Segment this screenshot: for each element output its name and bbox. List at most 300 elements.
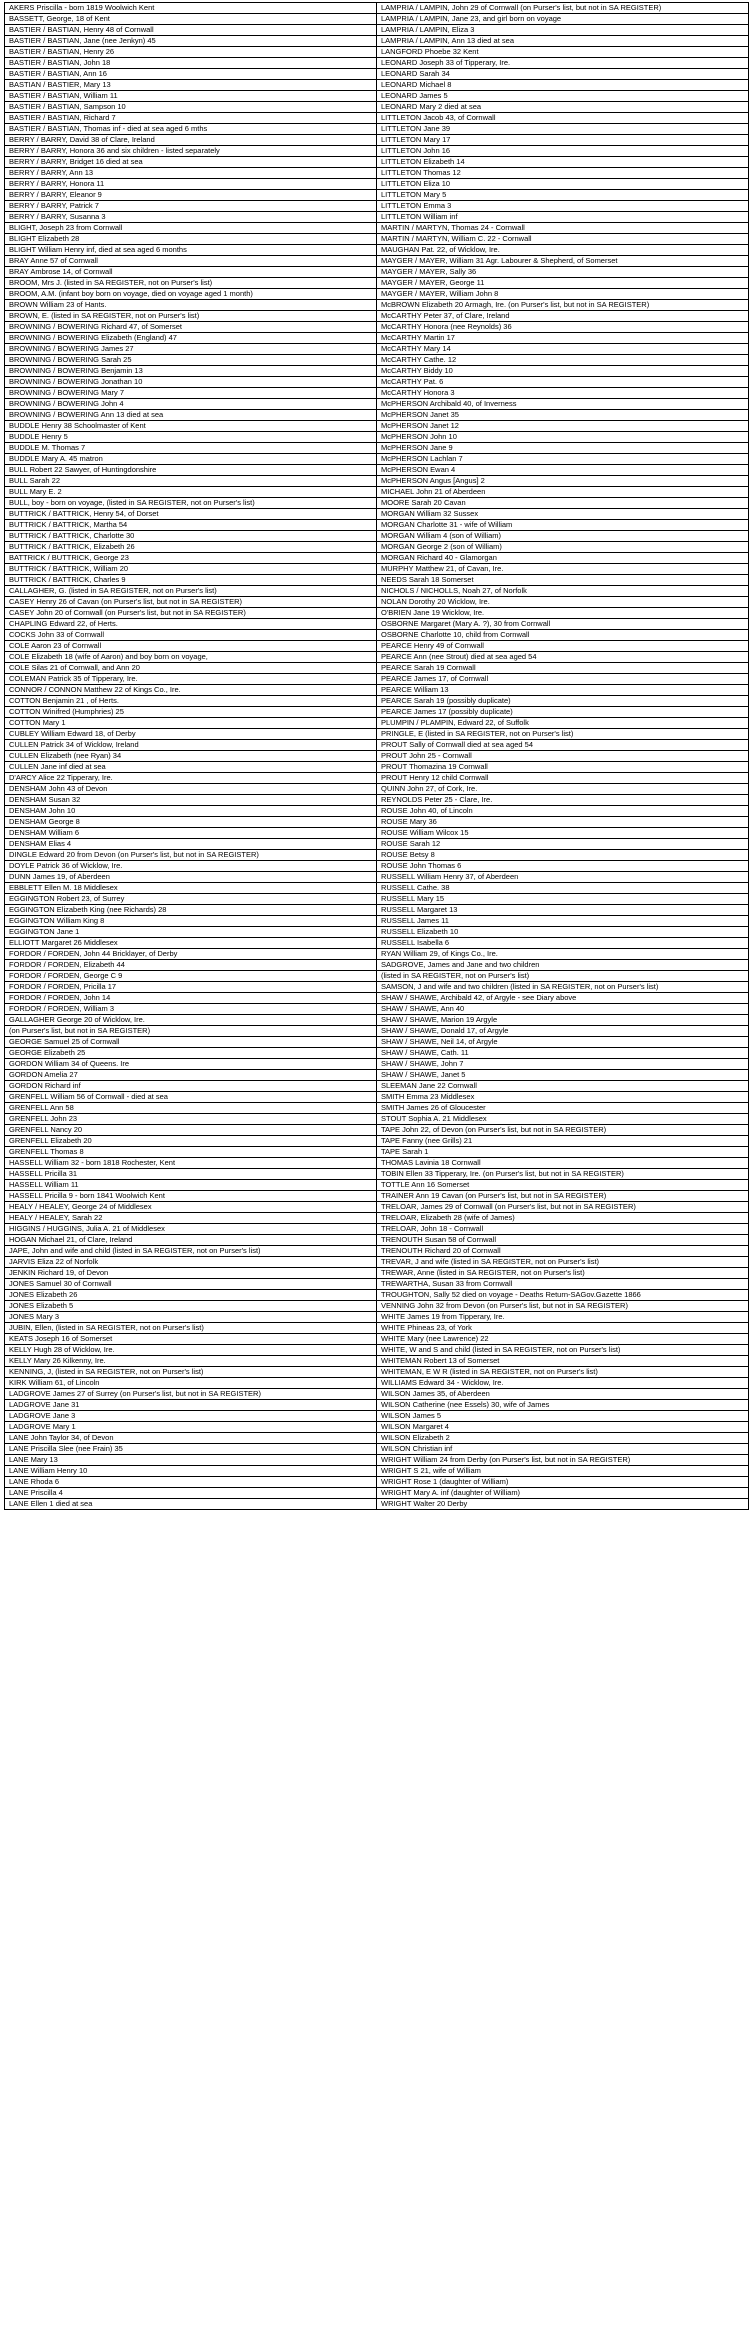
passenger-cell-left: BERRY / BARRY, Honora 36 and six children - listed separately <box>5 146 377 157</box>
table-row <box>5 355 749 366</box>
passenger-cell-left: BASTIER / BASTIAN, Henry 26 <box>5 47 377 58</box>
table-row <box>5 1114 749 1125</box>
passenger-cell-right: MORGAN George 2 (son of William) <box>377 542 749 553</box>
passenger-cell-right: LAMPRIA / LAMPIN, Jane 23, and girl born on voyage <box>377 14 749 25</box>
table-row <box>5 344 749 355</box>
table-row <box>5 1301 749 1312</box>
passenger-cell-right: PEARCE William 13 <box>377 685 749 696</box>
table-row <box>5 47 749 58</box>
passenger-cell-right: REYNOLDS Peter 25 - Clare, Ire. <box>377 795 749 806</box>
passenger-cell-right: THOMAS Lavinia 18 Cornwall <box>377 1158 749 1169</box>
passenger-cell-left: CALLAGHER, G. (listed in SA REGISTER, not on Purser's list) <box>5 586 377 597</box>
table-row <box>5 1081 749 1092</box>
passenger-cell-left: LADGROVE Jane 31 <box>5 1400 377 1411</box>
table-row <box>5 1048 749 1059</box>
passenger-cell-left: BASTIER / BASTIAN, Thomas inf - died at sea aged 6 mths <box>5 124 377 135</box>
table-row <box>5 1136 749 1147</box>
passenger-cell-right: TAPE Sarah 1 <box>377 1147 749 1158</box>
passenger-cell-right: MARTIN / MARTYN, William C. 22 - Cornwall <box>377 234 749 245</box>
passenger-cell-right: McCARTHY Martin 17 <box>377 333 749 344</box>
passenger-cell-left: COLEMAN Patrick 35 of Tipperary, Ire. <box>5 674 377 685</box>
passenger-cell-right: MURPHY Matthew 21, of Cavan, Ire. <box>377 564 749 575</box>
passenger-cell-right: LITTLETON Jacob 43, of Cornwall <box>377 113 749 124</box>
passenger-cell-left: HASSELL Pricilla 9 - born 1841 Woolwich Kent <box>5 1191 377 1202</box>
table-row <box>5 1389 749 1400</box>
passenger-cell-right: WRIGHT Rose 1 (daughter of William) <box>377 1477 749 1488</box>
passenger-cell-left: BLIGHT Elizabeth 28 <box>5 234 377 245</box>
passenger-cell-left: CASEY John 20 of Cornwall (on Purser's list, but not in SA REGISTER) <box>5 608 377 619</box>
table-row <box>5 80 749 91</box>
passenger-cell-left: BASTIER / BASTIAN, John 18 <box>5 58 377 69</box>
table-row <box>5 1059 749 1070</box>
passenger-cell-left: KIRK William 61, of Lincoln <box>5 1378 377 1389</box>
passenger-cell-right: McCARTHY Cathe. 12 <box>377 355 749 366</box>
passenger-cell-left: BLIGHT William Henry inf, died at sea aged 6 months <box>5 245 377 256</box>
passenger-cell-right: SHAW / SHAWE, Neil 14, of Argyle <box>377 1037 749 1048</box>
passenger-cell-right: McCARTHY Mary 14 <box>377 344 749 355</box>
passenger-cell-left: BROWNING / BOWERING James 27 <box>5 344 377 355</box>
passenger-cell-right: LITTLETON Elizabeth 14 <box>377 157 749 168</box>
passenger-cell-right: MAYGER / MAYER, George 11 <box>377 278 749 289</box>
passenger-cell-left: BULL Robert 22 Sawyer, of Huntingdonshire <box>5 465 377 476</box>
passenger-cell-right: ROUSE Sarah 12 <box>377 839 749 850</box>
table-row <box>5 619 749 630</box>
passenger-cell-left: EGGINGTON Elizabeth King (nee Richards) 28 <box>5 905 377 916</box>
table-row <box>5 586 749 597</box>
table-row <box>5 3 749 14</box>
passenger-cell-left: AKERS Priscilla - born 1819 Woolwich Kent <box>5 3 377 14</box>
passenger-cell-right: LEONARD Mary 2 died at sea <box>377 102 749 113</box>
passenger-cell-left: LANE Rhoda 6 <box>5 1477 377 1488</box>
passenger-cell-left: BRAY Ambrose 14, of Cornwall <box>5 267 377 278</box>
passenger-cell-right: WHITE Mary (nee Lawrence) 22 <box>377 1334 749 1345</box>
passenger-cell-right: O'BRIEN Jane 19 Wicklow, Ire. <box>377 608 749 619</box>
passenger-cell-left: CULLEN Patrick 34 of Wicklow, Ireland <box>5 740 377 751</box>
table-row <box>5 1158 749 1169</box>
passenger-cell-right: TRELOAR, John 18 - Cornwall <box>377 1224 749 1235</box>
passenger-cell-right: RUSSELL Mary 15 <box>377 894 749 905</box>
table-row <box>5 1323 749 1334</box>
passenger-cell-right: SHAW / SHAWE, John 7 <box>377 1059 749 1070</box>
passenger-cell-right: WILLIAMS Edward 34 - Wicklow, Ire. <box>377 1378 749 1389</box>
passenger-cell-left: BATTRICK / BUTTRICK, George 23 <box>5 553 377 564</box>
passenger-cell-right: MICHAEL John 21 of Aberdeen <box>377 487 749 498</box>
passenger-cell-left: CONNOR / CONNON Matthew 22 of Kings Co., Ire. <box>5 685 377 696</box>
passenger-cell-right: TOBIN Ellen 33 Tipperary, Ire. (on Purser's list, but not in SA REGISTER) <box>377 1169 749 1180</box>
passenger-cell-left: COLE Aaron 23 of Cornwall <box>5 641 377 652</box>
passenger-cell-right: McCARTHY Honora 3 <box>377 388 749 399</box>
passenger-cell-left: BUDDLE Henry 38 Schoolmaster of Kent <box>5 421 377 432</box>
passenger-cell-right: McCARTHY Biddy 10 <box>377 366 749 377</box>
table-row <box>5 476 749 487</box>
table-row <box>5 1092 749 1103</box>
passenger-cell-right: QUINN John 27, of Cork, Ire. <box>377 784 749 795</box>
table-row <box>5 1422 749 1433</box>
passenger-cell-left: JONES Samuel 30 of Cornwall <box>5 1279 377 1290</box>
passenger-cell-right: LEONARD James 5 <box>377 91 749 102</box>
passenger-cell-left: LANE Priscilla 4 <box>5 1488 377 1499</box>
passenger-cell-right: McCARTHY Peter 37, of Clare, Ireland <box>377 311 749 322</box>
passenger-cell-right: WILSON Catherine (nee Essels) 30, wife of James <box>377 1400 749 1411</box>
table-row <box>5 333 749 344</box>
passenger-cell-left: BROWNING / BOWERING Sarah 25 <box>5 355 377 366</box>
passenger-cell-right: TRELOAR, James 29 of Cornwall (on Purser's list, but not in SA REGISTER) <box>377 1202 749 1213</box>
passenger-cell-left: BRAY Anne 57 of Cornwall <box>5 256 377 267</box>
passenger-cell-left: HASSELL William 11 <box>5 1180 377 1191</box>
table-row <box>5 806 749 817</box>
table-row <box>5 696 749 707</box>
table-row <box>5 1103 749 1114</box>
passenger-cell-right: RUSSELL Isabella 6 <box>377 938 749 949</box>
table-row <box>5 663 749 674</box>
passenger-cell-right: McPHERSON Janet 35 <box>377 410 749 421</box>
passenger-cell-left: HIGGINS / HUGGINS, Julia A. 21 of Middlesex <box>5 1224 377 1235</box>
passenger-cell-left: BERRY / BARRY, Ann 13 <box>5 168 377 179</box>
table-row <box>5 828 749 839</box>
passenger-cell-left: CULLEN Jane inf died at sea <box>5 762 377 773</box>
table-row <box>5 861 749 872</box>
table-row <box>5 652 749 663</box>
passenger-cell-left: GRENFELL Ann 58 <box>5 1103 377 1114</box>
table-row <box>5 190 749 201</box>
passenger-cell-left: JONES Elizabeth 26 <box>5 1290 377 1301</box>
passenger-cell-right: McPHERSON Archibald 40, of Inverness <box>377 399 749 410</box>
passenger-cell-left: (on Purser's list, but not in SA REGISTER) <box>5 1026 377 1037</box>
table-row <box>5 1455 749 1466</box>
passenger-cell-right: McPHERSON John 10 <box>377 432 749 443</box>
passenger-cell-right: LITTLETON William inf <box>377 212 749 223</box>
passenger-cell-right: WHITEMAN Robert 13 of Somerset <box>377 1356 749 1367</box>
table-row <box>5 553 749 564</box>
passenger-cell-left: LANE Priscilla Slee (nee Frain) 35 <box>5 1444 377 1455</box>
table-row <box>5 685 749 696</box>
passenger-cell-right: MARTIN / MARTYN, Thomas 24 - Cornwall <box>377 223 749 234</box>
passenger-cell-right: McPHERSON Lachlan 7 <box>377 454 749 465</box>
passenger-cell-left: HASSELL William 32 - born 1818 Rochester, Kent <box>5 1158 377 1169</box>
passenger-cell-left: BERRY / BARRY, David 38 of Clare, Ireland <box>5 135 377 146</box>
passenger-cell-left: DENSHAM John 10 <box>5 806 377 817</box>
table-row <box>5 1015 749 1026</box>
passenger-cell-right: MAYGER / MAYER, Sally 36 <box>377 267 749 278</box>
passenger-cell-right: PLUMPIN / PLAMPIN, Edward 22, of Suffolk <box>377 718 749 729</box>
passenger-cell-right: SLEEMAN Jane 22 Cornwall <box>377 1081 749 1092</box>
table-row <box>5 91 749 102</box>
passenger-cell-right: MORGAN Charlotte 31 - wife of William <box>377 520 749 531</box>
table-row <box>5 993 749 1004</box>
passenger-cell-left: HEALY / HEALEY, George 24 of Middlesex <box>5 1202 377 1213</box>
table-row <box>5 1213 749 1224</box>
passenger-cell-right: LITTLETON Jane 39 <box>377 124 749 135</box>
table-row <box>5 377 749 388</box>
table-row <box>5 564 749 575</box>
passenger-cell-right: TRENOUTH Richard 20 of Cornwall <box>377 1246 749 1257</box>
passenger-cell-left: BROWNING / BOWERING John 4 <box>5 399 377 410</box>
table-row <box>5 1125 749 1136</box>
passenger-cell-left: CASEY Henry 26 of Cavan (on Purser's list, but not in SA REGISTER) <box>5 597 377 608</box>
passenger-cell-right: WILSON Margaret 4 <box>377 1422 749 1433</box>
passenger-cell-right: PEARCE James 17, of Cornwall <box>377 674 749 685</box>
passenger-cell-left: BULL Mary E. 2 <box>5 487 377 498</box>
table-row <box>5 14 749 25</box>
passenger-cell-right: RUSSELL William Henry 37, of Aberdeen <box>377 872 749 883</box>
passenger-cell-left: BROWNING / BOWERING Richard 47, of Somerset <box>5 322 377 333</box>
passenger-list-table <box>4 2 749 1510</box>
passenger-cell-right: LITTLETON John 16 <box>377 146 749 157</box>
passenger-cell-left: HASSELL Pricilla 31 <box>5 1169 377 1180</box>
passenger-cell-left: BROWNING / BOWERING Mary 7 <box>5 388 377 399</box>
passenger-cell-right: SHAW / SHAWE, Donald 17, of Argyle <box>377 1026 749 1037</box>
passenger-cell-left: FORDOR / FORDEN, William 3 <box>5 1004 377 1015</box>
passenger-cell-left: FORDOR / FORDEN, George C 9 <box>5 971 377 982</box>
table-row <box>5 1026 749 1037</box>
table-row <box>5 399 749 410</box>
table-row <box>5 872 749 883</box>
table-row <box>5 267 749 278</box>
passenger-cell-right: PROUT John 25 - Cornwall <box>377 751 749 762</box>
table-row <box>5 971 749 982</box>
passenger-cell-left: BULL, boy - born on voyage, (listed in SA REGISTER, not on Purser's list) <box>5 498 377 509</box>
table-row <box>5 421 749 432</box>
table-row <box>5 1466 749 1477</box>
passenger-cell-right: TREVAR, J and wife (listed in SA REGISTER, not on Purser's list) <box>377 1257 749 1268</box>
passenger-cell-left: BROWNING / BOWERING Jonathan 10 <box>5 377 377 388</box>
passenger-cell-left: JAPE, John and wife and child (listed in SA REGISTER, not on Purser's list) <box>5 1246 377 1257</box>
passenger-cell-left: FORDOR / FORDEN, Elizabeth 44 <box>5 960 377 971</box>
passenger-cell-left: CULLEN Elizabeth (nee Ryan) 34 <box>5 751 377 762</box>
table-row <box>5 1224 749 1235</box>
table-row <box>5 25 749 36</box>
passenger-cell-right: OSBORNE Charlotte 10, child from Cornwall <box>377 630 749 641</box>
table-row <box>5 102 749 113</box>
passenger-cell-right: PROUT Sally of Cornwall died at sea aged 54 <box>377 740 749 751</box>
passenger-cell-left: GEORGE Samuel 25 of Cornwall <box>5 1037 377 1048</box>
passenger-cell-right: (listed in SA REGISTER, not on Purser's list) <box>377 971 749 982</box>
passenger-cell-right: TRELOAR, Elizabeth 28 (wife of James) <box>377 1213 749 1224</box>
passenger-cell-right: McPHERSON Ewan 4 <box>377 465 749 476</box>
passenger-cell-left: GRENFELL Elizabeth 20 <box>5 1136 377 1147</box>
table-row <box>5 1147 749 1158</box>
table-row <box>5 278 749 289</box>
passenger-cell-left: KELLY Mary 26 Kilkenny, Ire. <box>5 1356 377 1367</box>
table-row <box>5 1312 749 1323</box>
table-row <box>5 135 749 146</box>
passenger-cell-left: COCKS John 33 of Cornwall <box>5 630 377 641</box>
table-row <box>5 509 749 520</box>
passenger-cell-left: BERRY / BARRY, Bridget 16 died at sea <box>5 157 377 168</box>
passenger-cell-left: FORDOR / FORDEN, John 14 <box>5 993 377 1004</box>
passenger-cell-right: WHITEMAN, E W R (listed in SA REGISTER, not on Purser's list) <box>377 1367 749 1378</box>
table-row <box>5 1367 749 1378</box>
passenger-cell-right: SAMSON, J and wife and two children (listed in SA REGISTER, not on Purser's list) <box>377 982 749 993</box>
table-row <box>5 69 749 80</box>
passenger-cell-left: BUDDLE Mary A. 45 matron <box>5 454 377 465</box>
passenger-cell-left: BERRY / BARRY, Eleanor 9 <box>5 190 377 201</box>
passenger-cell-left: JENKIN Richard 19, of Devon <box>5 1268 377 1279</box>
passenger-cell-left: COTTON Benjamin 21 , of Herts. <box>5 696 377 707</box>
passenger-cell-right: PRINGLE, E (listed in SA REGISTER, not on Purser's list) <box>377 729 749 740</box>
passenger-cell-left: EGGINGTON William King 8 <box>5 916 377 927</box>
table-row <box>5 157 749 168</box>
table-row <box>5 1004 749 1015</box>
passenger-cell-right: McPHERSON Angus [Angus] 2 <box>377 476 749 487</box>
passenger-cell-right: PEARCE Henry 49 of Cornwall <box>377 641 749 652</box>
passenger-cell-left: DENSHAM Susan 32 <box>5 795 377 806</box>
passenger-cell-left: CUBLEY William Edward 18, of Derby <box>5 729 377 740</box>
passenger-cell-right: RUSSELL Margaret 13 <box>377 905 749 916</box>
passenger-cell-right: SMITH Emma 23 Middlesex <box>377 1092 749 1103</box>
table-row <box>5 212 749 223</box>
table-row <box>5 1257 749 1268</box>
table-row <box>5 542 749 553</box>
passenger-cell-left: BASTIAN / BASTIER, Mary 13 <box>5 80 377 91</box>
passenger-cell-right: LAMPRIA / LAMPIN, Eliza 3 <box>377 25 749 36</box>
table-row <box>5 641 749 652</box>
passenger-cell-right: LAMPRIA / LAMPIN, Ann 13 died at sea <box>377 36 749 47</box>
table-row <box>5 751 749 762</box>
table-row <box>5 1070 749 1081</box>
passenger-cell-right: PROUT Henry 12 child Cornwall <box>377 773 749 784</box>
table-row <box>5 1037 749 1048</box>
table-row <box>5 795 749 806</box>
table-row <box>5 289 749 300</box>
passenger-cell-right: McPHERSON Janet 12 <box>377 421 749 432</box>
passenger-cell-left: GRENFELL Thomas 8 <box>5 1147 377 1158</box>
table-row <box>5 58 749 69</box>
passenger-cell-left: BUTTRICK / BATTRICK, Henry 54, of Dorset <box>5 509 377 520</box>
table-row <box>5 1290 749 1301</box>
passenger-cell-left: BUTTRICK / BATTRICK, William 20 <box>5 564 377 575</box>
table-row <box>5 1444 749 1455</box>
passenger-cell-left: GORDON William 34 of Queens. Ire <box>5 1059 377 1070</box>
passenger-cell-right: ROUSE William Wilcox 15 <box>377 828 749 839</box>
table-row <box>5 905 749 916</box>
table-row <box>5 575 749 586</box>
passenger-cell-right: LITTLETON Mary 5 <box>377 190 749 201</box>
passenger-cell-left: BUTTRICK / BATTRICK, Charles 9 <box>5 575 377 586</box>
table-row <box>5 1169 749 1180</box>
table-row <box>5 630 749 641</box>
table-row <box>5 949 749 960</box>
table-row <box>5 520 749 531</box>
table-row <box>5 1356 749 1367</box>
table-row <box>5 322 749 333</box>
passenger-cell-left: BASTIER / BASTIAN, Henry 48 of Cornwall <box>5 25 377 36</box>
passenger-cell-right: ROUSE Mary 36 <box>377 817 749 828</box>
passenger-cell-left: KENNING, J, (listed in SA REGISTER, not on Purser's list) <box>5 1367 377 1378</box>
passenger-cell-left: BERRY / BARRY, Susanna 3 <box>5 212 377 223</box>
passenger-cell-right: MORGAN William 32 Sussex <box>377 509 749 520</box>
passenger-cell-left: HOGAN Michael 21, of Clare, Ireland <box>5 1235 377 1246</box>
table-row <box>5 234 749 245</box>
passenger-cell-left: LANE William Henry 10 <box>5 1466 377 1477</box>
passenger-cell-left: EGGINGTON Jane 1 <box>5 927 377 938</box>
passenger-cell-left: FORDOR / FORDEN, John 44 Bricklayer, of Derby <box>5 949 377 960</box>
passenger-cell-left: BROWN, E. (listed in SA REGISTER, not on Purser's list) <box>5 311 377 322</box>
table-row <box>5 894 749 905</box>
table-row <box>5 1378 749 1389</box>
passenger-cell-left: COLE Silas 21 of Cornwall, and Ann 20 <box>5 663 377 674</box>
passenger-cell-left: BULL Sarah 22 <box>5 476 377 487</box>
passenger-cell-right: PEARCE Sarah 19 Cornwall <box>377 663 749 674</box>
passenger-cell-right: TAPE John 22, of Devon (on Purser's list, but not in SA REGISTER) <box>377 1125 749 1136</box>
passenger-cell-right: TREWAR, Anne (listed in SA REGISTER, not on Purser's list) <box>377 1268 749 1279</box>
passenger-cell-left: D'ARCY Alice 22 Tipperary, Ire. <box>5 773 377 784</box>
passenger-cell-left: BERRY / BARRY, Patrick 7 <box>5 201 377 212</box>
passenger-cell-left: GRENFELL William 56 of Cornwall - died at sea <box>5 1092 377 1103</box>
table-row <box>5 113 749 124</box>
table-row <box>5 311 749 322</box>
passenger-cell-left: JUBIN, Ellen, (listed in SA REGISTER, not on Purser's list) <box>5 1323 377 1334</box>
passenger-cell-left: KEATS Joseph 16 of Somerset <box>5 1334 377 1345</box>
passenger-cell-right: RUSSELL Elizabeth 10 <box>377 927 749 938</box>
passenger-cell-left: JARVIS Eliza 22 of Norfolk <box>5 1257 377 1268</box>
passenger-cell-right: PEARCE James 17 (possibly duplicate) <box>377 707 749 718</box>
passenger-cell-right: McBROWN Elizabeth 20 Armagh, Ire. (on Purser's list, but not in SA REGISTER) <box>377 300 749 311</box>
passenger-cell-left: DENSHAM George 8 <box>5 817 377 828</box>
passenger-cell-left: HEALY / HEALEY, Sarah 22 <box>5 1213 377 1224</box>
passenger-cell-left: FORDOR / FORDEN, Pricilla 17 <box>5 982 377 993</box>
passenger-cell-right: SHAW / SHAWE, Janet 5 <box>377 1070 749 1081</box>
table-row <box>5 938 749 949</box>
table-row <box>5 300 749 311</box>
table-row <box>5 817 749 828</box>
passenger-cell-right: LEONARD Sarah 34 <box>377 69 749 80</box>
passenger-cell-right: SHAW / SHAWE, Marion 19 Argyle <box>377 1015 749 1026</box>
passenger-cell-right: WRIGHT S 21, wife of William <box>377 1466 749 1477</box>
passenger-cell-left: COTTON Mary 1 <box>5 718 377 729</box>
passenger-cell-left: BASSETT, George, 18 of Kent <box>5 14 377 25</box>
passenger-cell-left: BASTIER / BASTIAN, Richard 7 <box>5 113 377 124</box>
table-row <box>5 487 749 498</box>
passenger-cell-right: LITTLETON Mary 17 <box>377 135 749 146</box>
table-row <box>5 762 749 773</box>
passenger-cell-right: WRIGHT Walter 20 Derby <box>377 1499 749 1510</box>
passenger-cell-right: LEONARD Joseph 33 of Tipperary, Ire. <box>377 58 749 69</box>
passenger-cell-left: LADGROVE James 27 of Surrey (on Purser's list, but not in SA REGISTER) <box>5 1389 377 1400</box>
table-row <box>5 498 749 509</box>
passenger-cell-left: JONES Mary 3 <box>5 1312 377 1323</box>
table-row <box>5 1499 749 1510</box>
passenger-cell-right: WRIGHT Mary A. inf (daughter of William) <box>377 1488 749 1499</box>
passenger-cell-left: JONES Elizabeth 5 <box>5 1301 377 1312</box>
table-row <box>5 432 749 443</box>
passenger-cell-right: TROUGHTON, Sally 52 died on voyage - Deaths Return-SAGov.Gazette 1866 <box>377 1290 749 1301</box>
passenger-cell-right: MAYGER / MAYER, William 31 Agr. Labourer & Shepherd, of Somerset <box>377 256 749 267</box>
passenger-cell-right: SHAW / SHAWE, Ann 40 <box>377 1004 749 1015</box>
passenger-cell-right: TAPE Fanny (nee Grills) 21 <box>377 1136 749 1147</box>
passenger-cell-left: COTTON Winifred (Humphries) 25 <box>5 707 377 718</box>
passenger-cell-left: BUTTRICK / BATTRICK, Charlotte 30 <box>5 531 377 542</box>
passenger-cell-right: VENNING John 32 from Devon (on Purser's list, but not in SA REGISTER) <box>377 1301 749 1312</box>
table-row <box>5 960 749 971</box>
passenger-cell-left: EBBLETT Ellen M. 18 Middlesex <box>5 883 377 894</box>
table-row <box>5 883 749 894</box>
table-row <box>5 850 749 861</box>
table-row <box>5 784 749 795</box>
passenger-cell-right: WHITE James 19 from Tipperary, Ire. <box>377 1312 749 1323</box>
table-row <box>5 388 749 399</box>
passenger-cell-right: STOUT Sophia A. 21 Middlesex <box>377 1114 749 1125</box>
passenger-cell-left: BROWN William 23 of Hants. <box>5 300 377 311</box>
table-row <box>5 1191 749 1202</box>
table-row <box>5 1400 749 1411</box>
table-row <box>5 839 749 850</box>
passenger-cell-left: LADGROVE Jane 3 <box>5 1411 377 1422</box>
passenger-cell-left: BASTIER / BASTIAN, Sampson 10 <box>5 102 377 113</box>
passenger-cell-right: WILSON James 35, of Aberdeen <box>377 1389 749 1400</box>
passenger-cell-left: BASTIER / BASTIAN, Jane (nee Jenkyn) 45 <box>5 36 377 47</box>
passenger-cell-left: DOYLE Patrick 36 of Wicklow, Ire. <box>5 861 377 872</box>
